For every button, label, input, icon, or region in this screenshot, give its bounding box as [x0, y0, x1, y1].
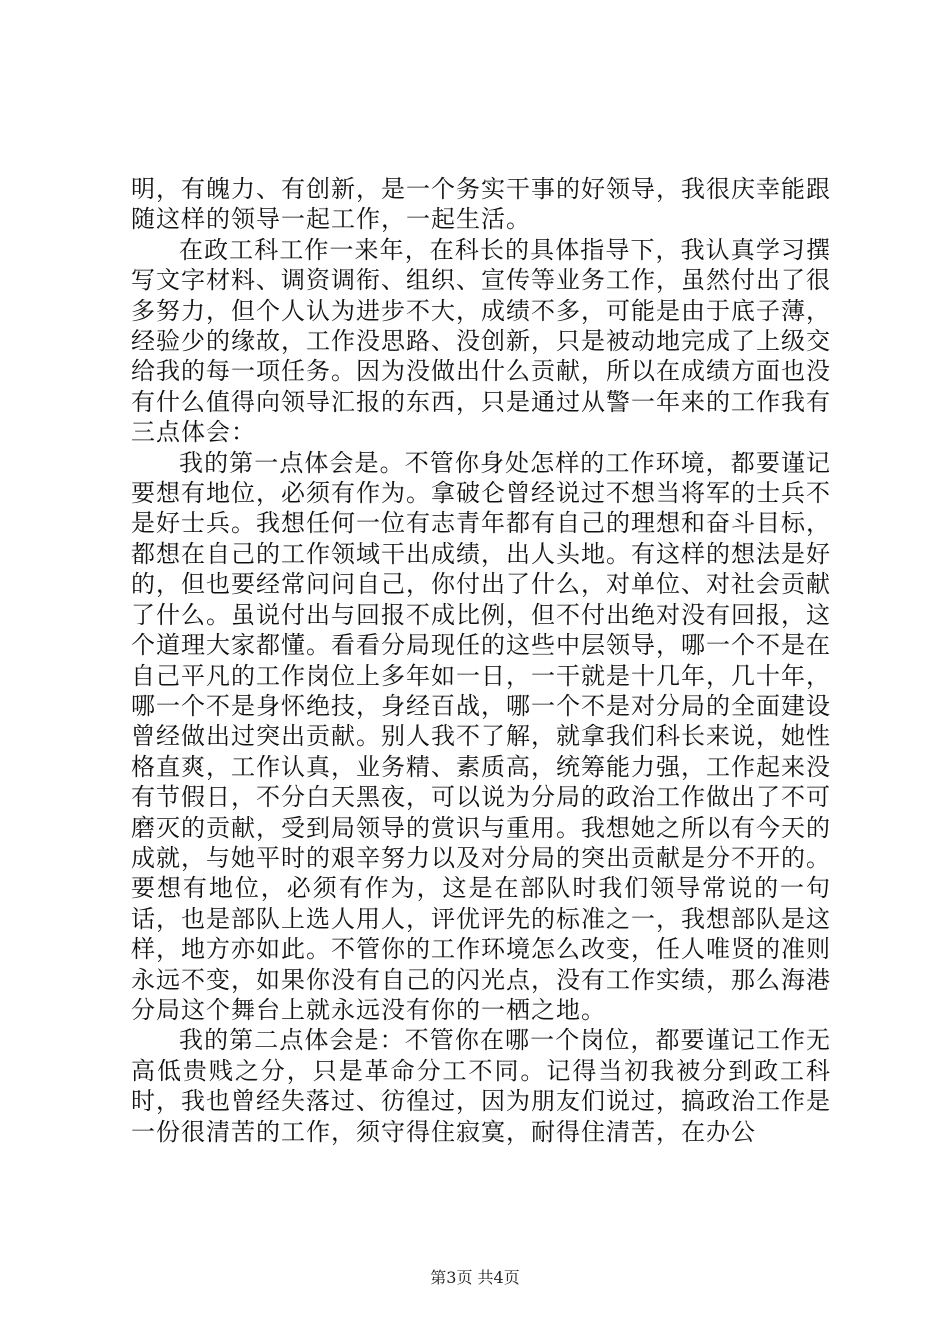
paragraph-3: 我的第一点体会是。不管你身处怎样的工作环境，都要谨记要想有地位，必须有作为。拿破仑曾经说过不想当将军的士兵不是好士兵。我想任何一位有志青年都有自己的理想和奋斗目标，都想在自己的工作领域干出成绩，出人头地。有这样的想法是好的，但也要经常问问自己，你付出了什么，对单位、对社会贡献了什么。虽说付出与回报不成比例，但不付出绝对没有回报，这个道理大家都懂。看看分局现任的这些中层领导，哪一个不是在自己平凡的工作岗位上多年如一日，一干就是十几年，几十年，哪一个不是身怀绝技，身经百战，哪一个不是对分局的全面建设曾经做出过突出贡献。别人我不了解，就拿我们科长来说，她性格直爽，工作认真，业务精、素质高，统筹能力强，工作起来没有节假日，不分白天黑夜，可以说为分局的政治工作做出了不可磨灭的贡献，受到局领导的赏识与重用。我想她之所以有今天的成就，与她平时的艰辛努力以及对分局的突出贡献是分不开的。要想有地位，必须有作为，这是在部队时我们领导常说的一句话，也是部队上选人用人，评优评先的标准之一，我想部队是这样，地方亦如此。不管你的工作环境怎么改变，任人唯贤的准则永远不变，如果你没有自己的闪光点，没有工作实绩，那么海港分局这个舞台上就永远没有你的一栖之地。 [131, 448, 831, 1024]
page-number-footer: 第3页 共4页 [430, 1268, 520, 1287]
paragraph-4: 我的第二点体会是：不管你在哪一个岗位，都要谨记工作无高低贵贱之分，只是革命分工不同。记得当初我被分到政工科时，我也曾经失落过、彷徨过，因为朋友们说过，搞政治工作是一份很清苦的工作，须守得住寂寞，耐得住清苦，在办公 [131, 1026, 831, 1146]
paragraph-2: 在政工科工作一来年，在科长的具体指导下，我认真学习撰写文字材料、调资调衔、组织、宣传等业务工作，虽然付出了很多努力，但个人认为进步不大，成绩不多，可能是由于底子薄，经验少的缘故，工作没思路、没创新，只是被动地完成了上级交给我的每一项任务。因为没做出什么贡献，所以在成绩方面也没有什么值得向领导汇报的东西，只是通过从警一年来的工作我有三点体会： [131, 235, 831, 447]
paragraph-1: 明，有魄力、有创新，是一个务实干事的好领导，我很庆幸能跟随这样的领导一起工作，一起生活。 [131, 175, 831, 234]
document-body [131, 174, 831, 1147]
